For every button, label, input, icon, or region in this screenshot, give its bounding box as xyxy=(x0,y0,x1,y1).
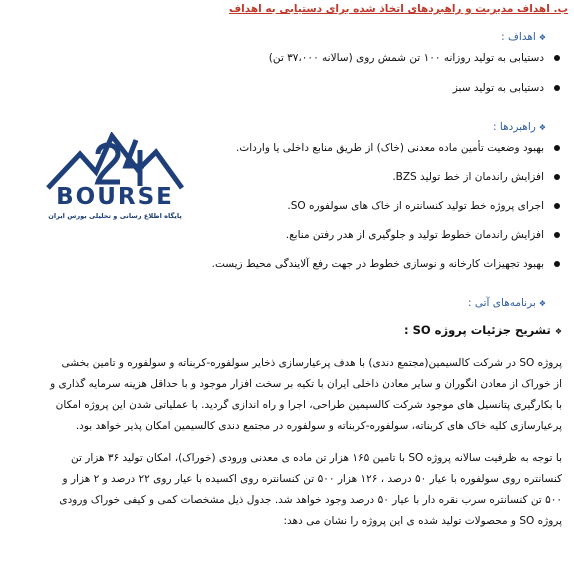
list-item: افزایش راندمان از خط تولید BZS. xyxy=(212,171,560,200)
bourse-logo xyxy=(40,132,190,232)
diamond-bullet-icon: ❖ xyxy=(538,123,546,132)
plans-label: ❖برنامه‌های آتی : xyxy=(467,297,546,309)
bullet-icon xyxy=(554,145,560,151)
list-item: دستیابی به تولید سبز xyxy=(269,82,560,112)
list-item: دستیابی به تولید روزانه ۱۰۰ تن شمش روی (سالانه ۳۷،۰۰۰ تن) xyxy=(269,52,560,82)
bullet-icon xyxy=(554,85,560,91)
project-heading: ❖ تشریح جزئیات پروژه SO : xyxy=(403,323,562,337)
paragraph-project-capacity: با توجه به ظرفیت سالانه پروژه SO با تامین ۱۶۵ هزار تن ماده ی معدنی ورودی (خوراک)، امکان تولید ۳۶ هزار تن کنسانتره روی سولفوره با عیار ۵۰ درصد ، ۱۲۶ هزار ۵۰۰ تن کنسانتره روی اکسیده با عیار روی ۲۲ درصد و ۲ هزار و ۵۰۰ تن کنسانتره سرب نقره دار با عیار ۵۰ درصد وجود خواهد شد. جدول ذیل مشخصات کمی و کیفی خوراک ورودی پروژه SO و محصولات تولید شده ی این پروژه را نشان می دهد: xyxy=(59,452,562,527)
paragraph-project-description: پروژه SO در شرکت کالسیمین(مجتمع دندی) با هدف پرعیارسازی ذخایر سولفوره-کربناته و سولفوره و تامین بخشی از خوراک از معادن انگوران و سایر معادن داخلی ایران با تکیه بر سخت افزار موجود و با حداقل هزینه سرمایه گذاری و با بکارگیری پتانسیل های موجود شرکت کالسیمین طراحی، اجرا و راه اندازی گردید. با عملیاتی شدن این پروژه امکان پرعیارسازی کلیه خاک های کربناته، سولفوره-کربناته و سولفوره در مجتمع دندی کالسیمین امکان پذیر خواهد بود. xyxy=(50,357,562,432)
list-item: افزایش راندمان خطوط تولید و جلوگیری از هدر رفتن منابع. xyxy=(212,229,560,258)
bullet-icon xyxy=(554,203,560,209)
bullet-icon xyxy=(554,232,560,238)
logo-mark-icon xyxy=(40,132,190,192)
list-item: اجرای پروژه خط تولید کنسانتره از خاک های سولفوره SO. xyxy=(212,200,560,229)
bullet-icon xyxy=(554,261,560,267)
bullet-icon xyxy=(554,55,560,61)
logo-subtitle: پایگاه اطلاع رسانی و تحلیلی بورس ایران xyxy=(48,212,182,220)
logo-wordmark: BOURSE xyxy=(56,184,174,210)
goals-label: ❖اهداف : xyxy=(501,31,546,43)
diamond-bullet-icon: ❖ xyxy=(554,327,562,336)
goals-list xyxy=(269,52,560,112)
strategies-label: ❖راهبردها : xyxy=(493,121,546,133)
list-item: بهبود تجهیزات کارخانه و نوسازی خطوط در جهت رفع آلایندگی محیط زیست. xyxy=(212,258,560,287)
diamond-bullet-icon: ❖ xyxy=(538,33,546,42)
section-heading: ب. اهداف مدیریت و راهبردهای اتخاذ شده برای دستیابی به اهداف xyxy=(228,3,568,15)
list-item: بهبود وضعیت تأمین ماده معدنی (خاک) از طریق منابع داخلی یا واردات. xyxy=(212,142,560,171)
bullet-icon xyxy=(554,174,560,180)
diamond-bullet-icon: ❖ xyxy=(538,299,546,308)
strategies-list xyxy=(212,142,560,287)
